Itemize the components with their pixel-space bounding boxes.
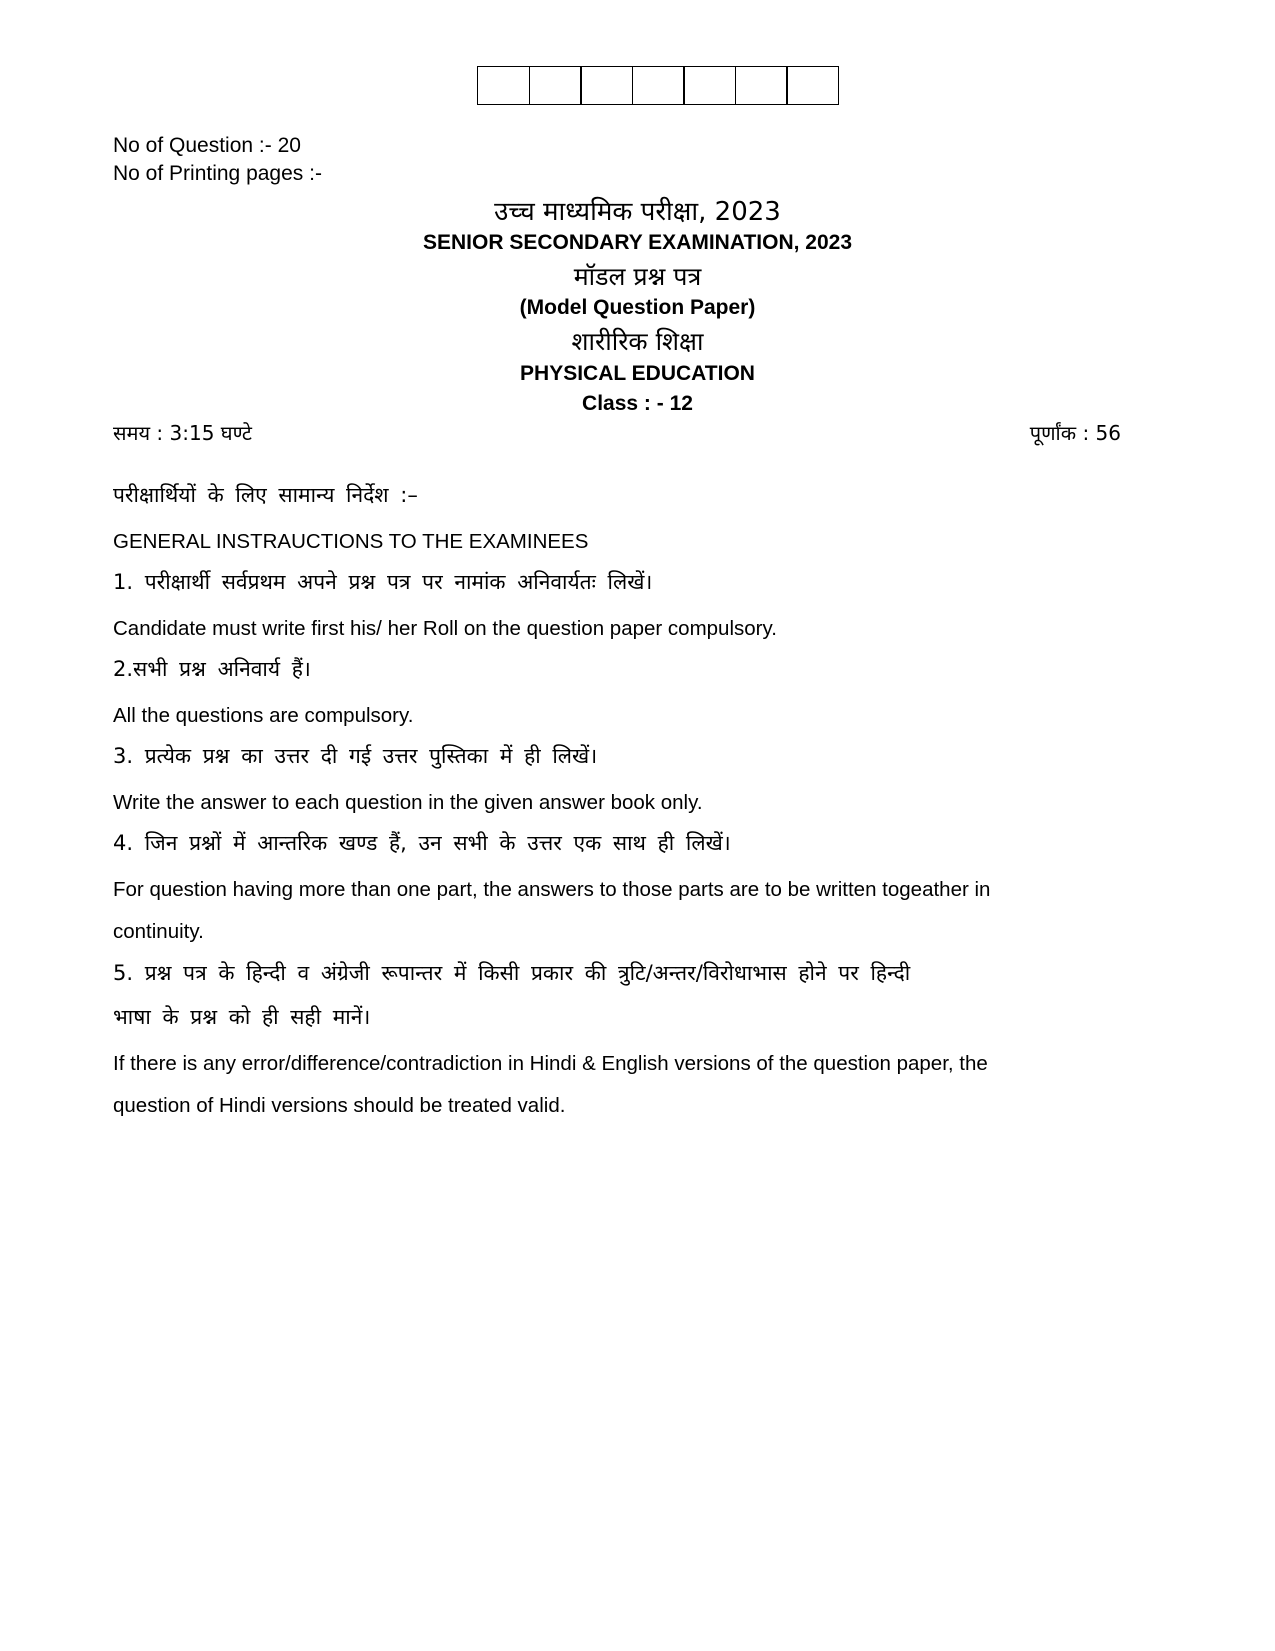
instruction-1-hindi: 1. परीक्षार्थी सर्वप्रथम अपने प्रश्न पत्र पर नामांक अनिवार्यतः लिखें। xyxy=(113,570,653,594)
roll-box xyxy=(735,66,788,105)
time-marks-row xyxy=(113,419,1121,446)
instruction-5-hindi-line1: 5. प्रश्न पत्र के हिन्दी व अंग्रेजी रूपान्तर में किसी प्रकार की त्रुटि/अन्तर/विरोधाभास होने पर हिन्दी xyxy=(113,961,911,985)
roll-box xyxy=(632,66,685,105)
english-subject-title: PHYSICAL EDUCATION xyxy=(520,362,755,385)
total-marks: पूर्णांक : 56 xyxy=(1029,421,1121,445)
english-exam-title: SENIOR SECONDARY EXAMINATION, 2023 xyxy=(422,231,853,254)
english-paper-title: (Model Question Paper) xyxy=(519,296,756,319)
roll-number-boxes xyxy=(477,66,839,105)
roll-box xyxy=(786,66,839,105)
instruction-5-english-line2: question of Hindi versions should be treated valid. xyxy=(113,1094,566,1117)
no-of-pages: No of Printing pages :- xyxy=(113,162,322,185)
instructions-heading-english: GENERAL INSTRAUCTIONS TO THE EXAMINEES xyxy=(113,530,589,553)
hindi-paper-title: मॉडल प्रश्न पत्र xyxy=(573,262,702,291)
hindi-subject-title: शारीरिक शिक्षा xyxy=(571,327,704,356)
instruction-2-english: All the questions are compulsory. xyxy=(113,704,414,727)
roll-box xyxy=(529,66,582,105)
roll-box xyxy=(683,66,736,105)
time-allowed: समय : 3:15 घण्टे xyxy=(113,421,252,445)
no-of-questions: No of Question :- 20 xyxy=(113,134,301,157)
instruction-5-english-line1: If there is any error/difference/contradiction in Hindi & English versions of the question paper, the xyxy=(113,1052,988,1075)
instruction-3-hindi: 3. प्रत्येक प्रश्न का उत्तर दी गई उत्तर पुस्तिका में ही लिखें। xyxy=(113,744,598,768)
roll-box xyxy=(580,66,633,105)
instructions-heading-hindi: परीक्षार्थियों के लिए सामान्य निर्देश :– xyxy=(113,483,418,507)
instruction-5-hindi-line2: भाषा के प्रश्न को ही सही मानें। xyxy=(113,1005,371,1029)
instruction-1-english: Candidate must write first his/ her Roll on the question paper compulsory. xyxy=(113,617,777,640)
instruction-4-english-line2: continuity. xyxy=(113,920,204,943)
instruction-4-hindi: 4. जिन प्रश्नों में आन्तरिक खण्ड हैं, उन सभी के उत्तर एक साथ ही लिखें। xyxy=(113,831,731,855)
instruction-4-english-line1: For question having more than one part, the answers to those parts are to be written togeather in xyxy=(113,878,991,901)
instruction-2-hindi: 2.सभी प्रश्न अनिवार्य हैं। xyxy=(113,657,311,681)
hindi-exam-title: उच्च माध्यमिक परीक्षा, 2023 xyxy=(494,197,781,227)
instruction-3-english: Write the answer to each question in the given answer book only. xyxy=(113,791,703,814)
roll-box xyxy=(477,66,530,105)
class-label: Class : - 12 xyxy=(582,392,693,415)
